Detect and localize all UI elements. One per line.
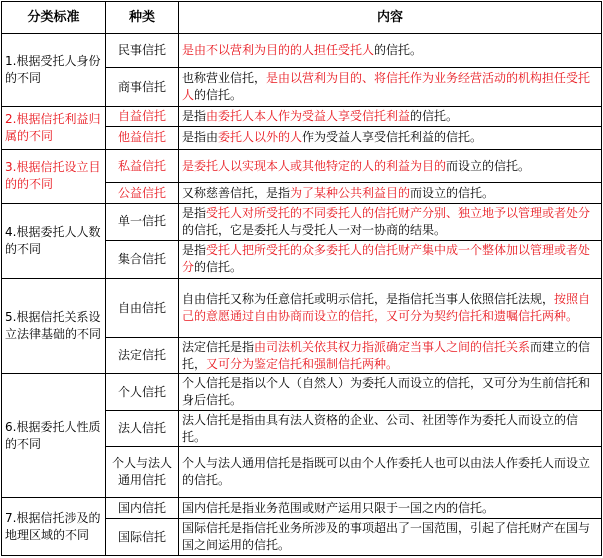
content-text: 的信托。 <box>410 108 459 123</box>
category-cell: 4.根据委托人人数的不同 <box>2 204 106 279</box>
highlighted-text: 委托人以外的人 <box>218 130 303 145</box>
type-cell: 法定信托 <box>106 337 179 374</box>
content-cell <box>179 447 602 498</box>
type-cell: 国际信托 <box>106 519 179 556</box>
content-text: 自由信托又称为任意信托或明示信托，是指信托当事人依照信托法规， <box>182 292 555 306</box>
content-cell <box>179 183 602 204</box>
table-row <box>2 149 602 182</box>
category-cell: 1.根据受托人身份的不同 <box>2 34 106 107</box>
highlighted-text: 由委托人本人作为受益人享受信托利益 <box>206 108 411 123</box>
highlighted-text: 是委托人以实现本人或其他特定的人的利益为目的 <box>182 158 447 173</box>
type-cell: 集合信托 <box>106 240 179 279</box>
type-cell: 公益信托 <box>106 183 179 204</box>
content-text: 个人与法人通用信托是指既可以由个人作委托人也可以由法人作委托人而设立的信托。 <box>182 456 591 488</box>
type-cell: 他益信托 <box>106 126 179 149</box>
type-cell: 自由信托 <box>106 279 179 337</box>
category-cell: 2.根据信托利益归属的不同 <box>2 107 106 150</box>
type-cell: 个人与法人通用信托 <box>106 447 179 498</box>
highlighted-text: 为了某种公共利益目的 <box>290 185 411 200</box>
content-text: 的信托。 <box>194 88 243 103</box>
content-text: 国内信托是指业务范围或财产运用只限于一国之内的信托。 <box>182 500 495 515</box>
content-text: 作为受益人享受信托利益的信托。 <box>302 130 483 145</box>
content-text: 而建立的信托， <box>182 339 591 371</box>
type-cell: 单一信托 <box>106 204 179 241</box>
highlighted-text: 是由不以营利为目的的人担任受托人 <box>182 43 375 58</box>
highlighted-text: 又可分为鉴定信托和强制信托两种。 <box>206 356 399 371</box>
trust-classification-table <box>1 1 602 556</box>
content-cell <box>179 126 602 149</box>
content-cell <box>179 68 602 107</box>
highlighted-text: 是由以营利为目的、将信托作为业务经营活动的机构担任受托人 <box>182 71 591 103</box>
content-text: 个人信托是指以个人（自然人）为委托人而设立的信托，又可分为生前信托和身后信托。 <box>182 376 591 408</box>
type-cell: 私益信托 <box>106 149 179 182</box>
content-text: 而设立的信托。 <box>446 158 531 173</box>
content-cell <box>179 204 602 241</box>
content-text: 国际信托是指信托业务所涉及的事项超出了一国范围，引起了信托财产在国与国之间运用的信托。 <box>182 521 591 553</box>
content-cell <box>179 498 602 519</box>
category-cell: 7.根据信托涉及的地理区域的不同 <box>2 498 106 556</box>
type-cell: 民事信托 <box>106 34 179 68</box>
highlighted-text: 受托人把所受托的众多委托人的信托财产集中成一个整体加以管理或者处分 <box>182 243 591 275</box>
table-row <box>2 204 602 241</box>
content-text: 而设立的信托。 <box>410 185 495 200</box>
content-text: 是指 <box>182 108 207 123</box>
content-cell <box>179 149 602 182</box>
content-text: 法定信托是指 <box>182 339 255 354</box>
type-cell: 个人信托 <box>106 374 179 411</box>
content-text: 又称慈善信托，是指 <box>182 185 291 200</box>
content-text: 也称营业信托， <box>182 71 267 86</box>
content-text: 的信托。 <box>194 260 243 275</box>
header-type: 种类 <box>106 2 179 34</box>
content-text: 的信托，它是委托人与受托人一对一协商的结果。 <box>182 222 447 237</box>
highlighted-text: 按照自己的意愿通过自由协商而设立的信托，又可分为契约信托和遗嘱信托两种。 <box>182 292 591 323</box>
content-text: 是指 <box>182 243 207 258</box>
content-text: 是指 <box>182 205 207 220</box>
content-cell <box>179 374 602 411</box>
category-cell: 3.根据信托设立目的的不同 <box>2 149 106 203</box>
header-standard: 分类标准 <box>2 2 106 34</box>
table-row <box>2 34 602 68</box>
table-row <box>2 498 602 519</box>
highlighted-text: 由司法机关依其权力指派确定当事人之间的信托关系 <box>254 339 531 354</box>
type-cell: 自益信托 <box>106 107 179 127</box>
type-cell: 国内信托 <box>106 498 179 519</box>
content-cell <box>179 519 602 556</box>
content-text: 是指由 <box>182 130 219 145</box>
content-text: 法人信托是指由具有法人资格的企业、公司、社团等作为委托人而设立的信托。 <box>182 412 579 444</box>
category-cell: 6.根据委托人性质的不同 <box>2 374 106 498</box>
header-row <box>2 2 602 34</box>
content-text: 的信托。 <box>374 43 423 58</box>
category-cell: 5.根据信托关系设立法律基础的不同 <box>2 279 106 374</box>
content-cell <box>179 279 602 337</box>
table-row <box>2 374 602 411</box>
content-cell <box>179 410 602 447</box>
content-cell <box>179 240 602 279</box>
highlighted-text: 受托人对所受托的不同委托人的信托财产分别、独立地予以管理或者处分 <box>206 205 591 220</box>
content-cell <box>179 107 602 127</box>
content-cell <box>179 337 602 374</box>
table-row <box>2 279 602 337</box>
header-content: 内容 <box>179 2 602 34</box>
content-cell <box>179 34 602 68</box>
type-cell: 法人信托 <box>106 410 179 447</box>
type-cell: 商事信托 <box>106 68 179 107</box>
table-body <box>2 34 602 556</box>
table-row <box>2 107 602 127</box>
